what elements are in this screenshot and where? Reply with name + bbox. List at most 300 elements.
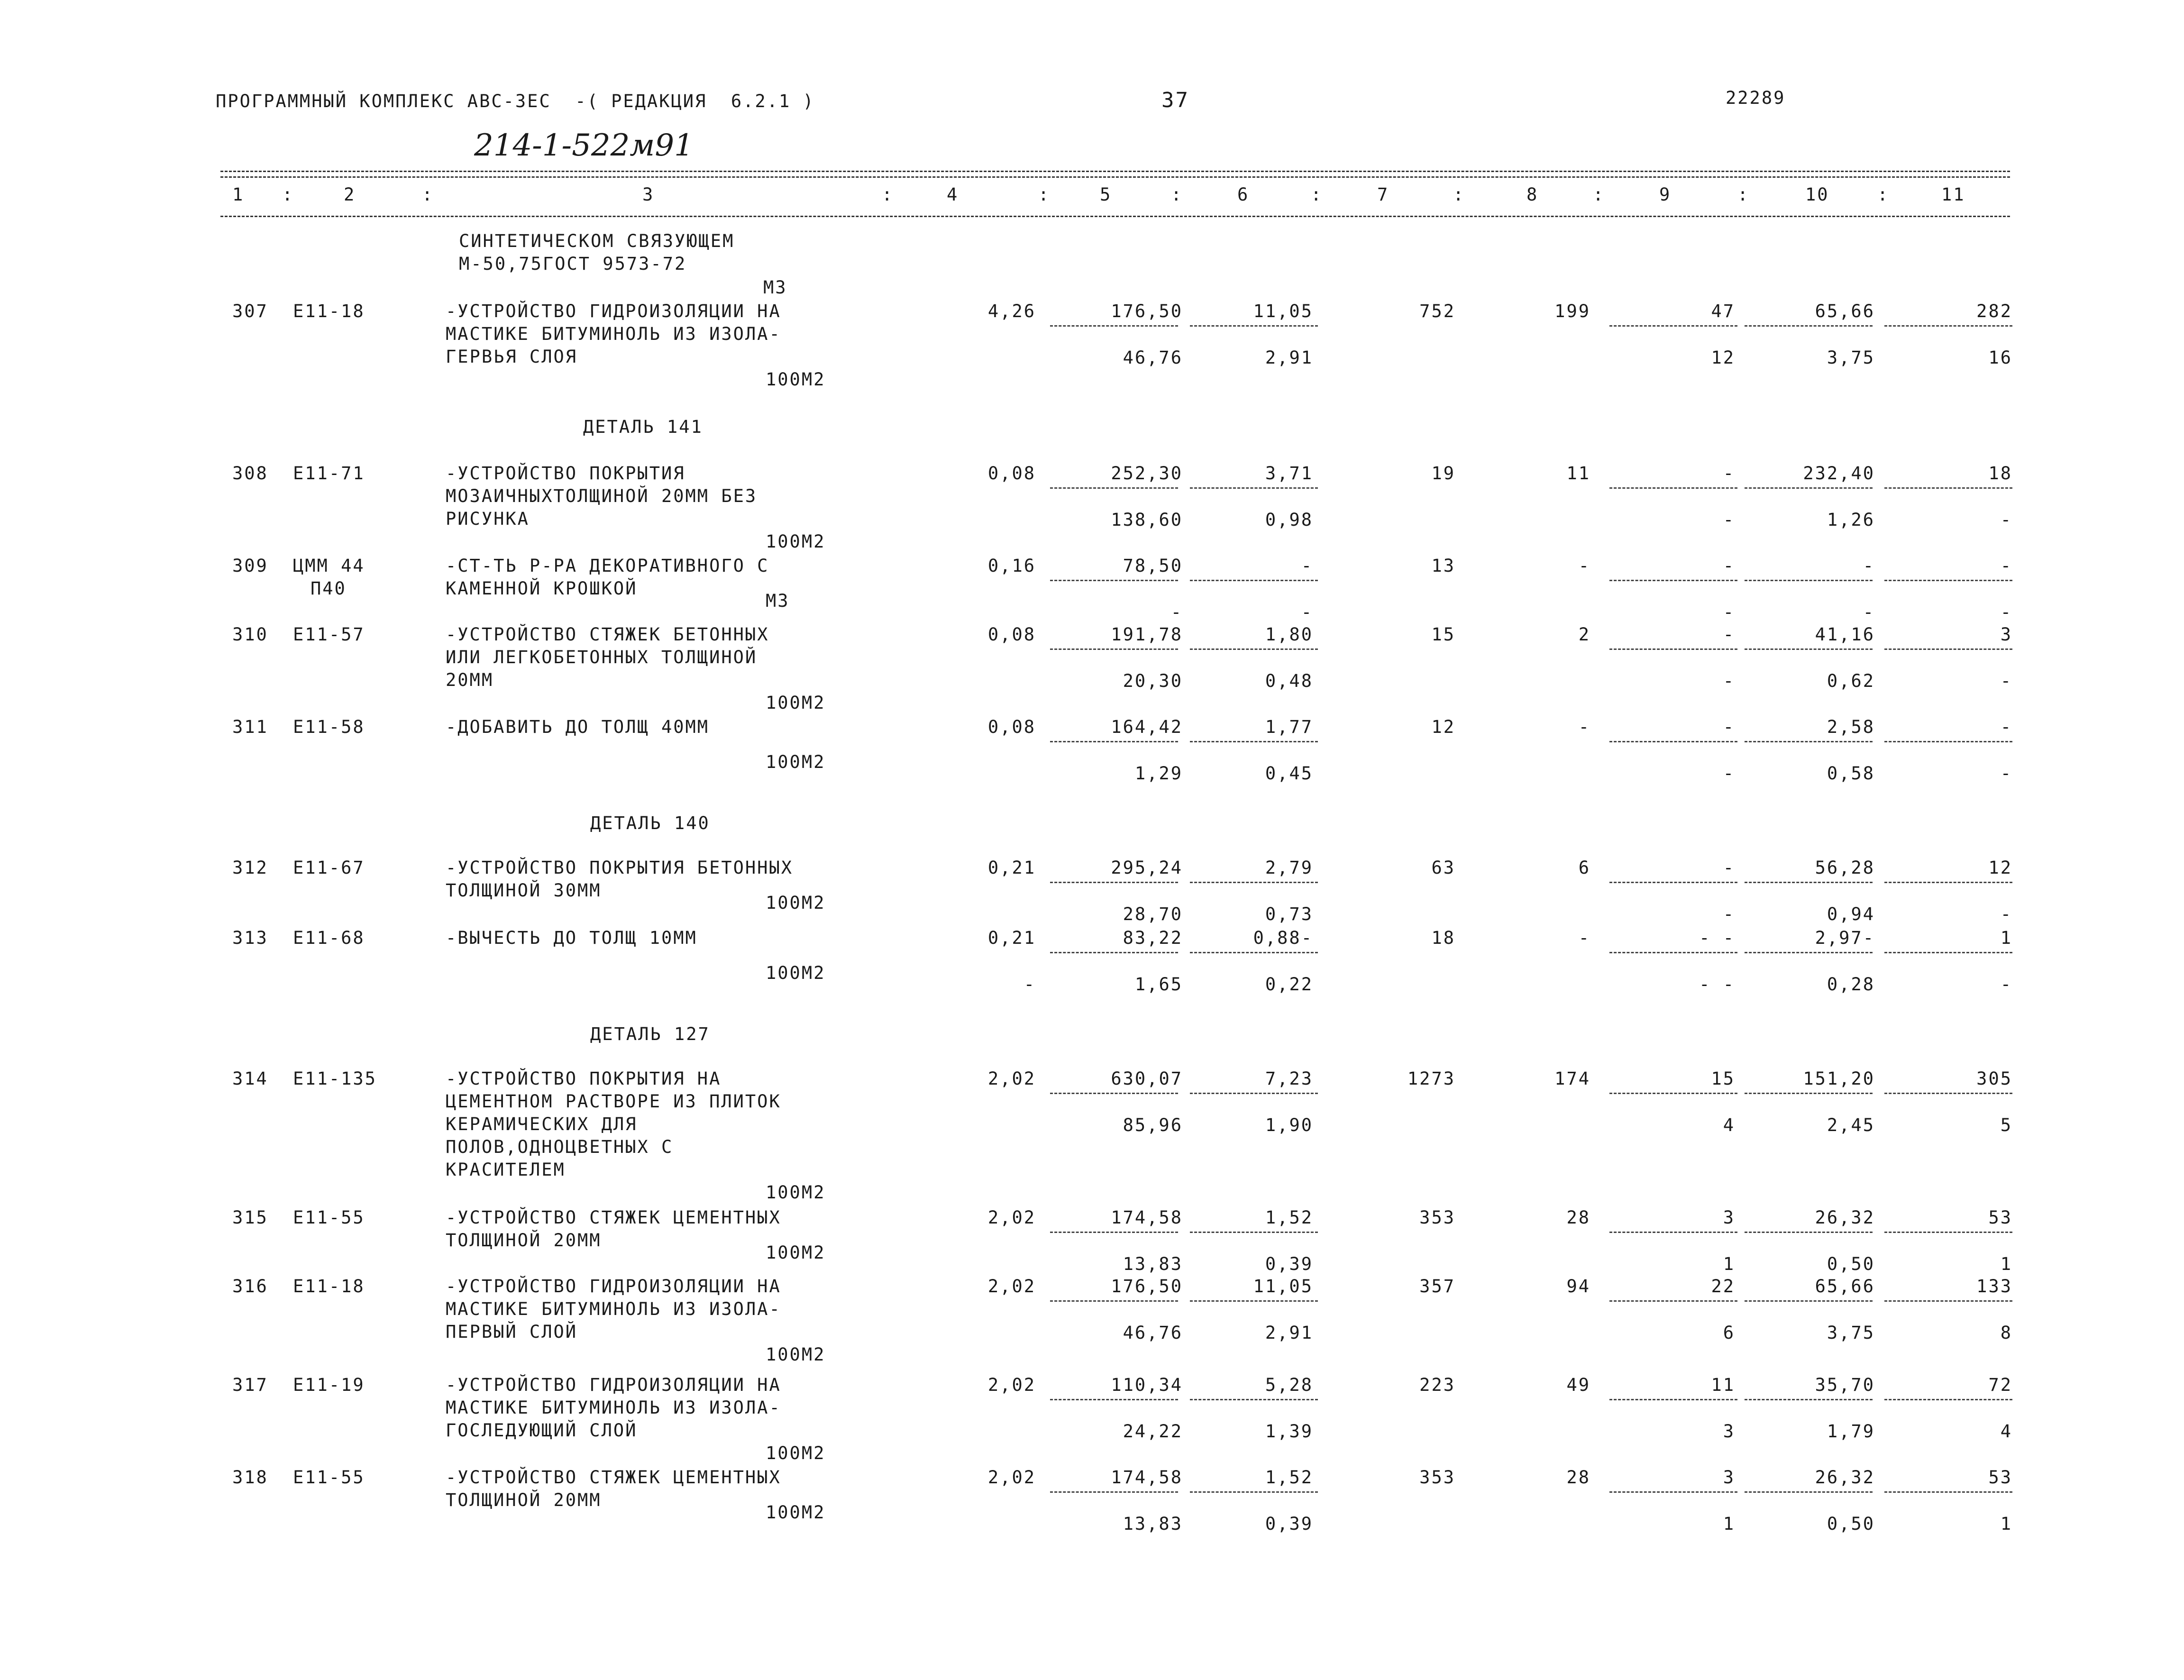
row-unit: 100М2 bbox=[766, 1344, 826, 1365]
row-col-8: 94 bbox=[1566, 1276, 1590, 1297]
row-col-6: 1,52 bbox=[1265, 1467, 1313, 1488]
row-col-11-secondary: - bbox=[2000, 602, 2012, 622]
row-col-11-secondary: 1 bbox=[2000, 1254, 2012, 1274]
row-col-10: 65,66 bbox=[1815, 1276, 1875, 1297]
column-header-1: 1 bbox=[232, 184, 245, 205]
column-header-11: 11 bbox=[1941, 184, 1965, 205]
row-col-7: 63 bbox=[1431, 858, 1455, 878]
row-description-line: -УСТРОЙСТВО СТЯЖЕК ЦЕМЕНТНЫХ bbox=[446, 1467, 781, 1488]
column-separator: : bbox=[282, 184, 294, 205]
subtotal-rule bbox=[1745, 1399, 1873, 1400]
subtotal-rule bbox=[1884, 1093, 2012, 1094]
subtotal-rule bbox=[1050, 487, 1178, 489]
row-col-10: 2,97- bbox=[1815, 928, 1875, 948]
row-col-10-secondary: 0,62 bbox=[1827, 671, 1875, 691]
row-col-6-secondary: 0,39 bbox=[1265, 1514, 1313, 1534]
row-col-8: 28 bbox=[1566, 1207, 1590, 1228]
row-code: Е11-68 bbox=[293, 928, 365, 948]
row-description-line: ТОЛЩИНОЙ 30ММ bbox=[446, 880, 602, 901]
row-col-4: 0,08 bbox=[987, 463, 1036, 484]
row-unit: 100М2 bbox=[766, 1242, 826, 1263]
subtotal-rule bbox=[1050, 952, 1178, 953]
row-col-7: 1273 bbox=[1407, 1068, 1455, 1089]
row-number: 317 bbox=[232, 1375, 268, 1395]
subtotal-rule bbox=[1884, 487, 2012, 489]
subtotal-rule bbox=[1609, 325, 1737, 327]
subtotal-rule bbox=[1745, 487, 1873, 489]
subtotal-rule bbox=[1745, 580, 1873, 581]
row-number: 307 bbox=[232, 301, 268, 321]
row-col-4: 2,02 bbox=[987, 1068, 1036, 1089]
row-col-8: 174 bbox=[1554, 1068, 1590, 1089]
row-col-10-secondary: 3,75 bbox=[1827, 347, 1875, 368]
subtotal-rule bbox=[1745, 1300, 1873, 1302]
subtotal-rule bbox=[1609, 580, 1737, 581]
row-col-10: 56,28 bbox=[1815, 858, 1875, 878]
subtotal-rule bbox=[1609, 1300, 1737, 1302]
subtotal-rule bbox=[1050, 882, 1178, 883]
row-description-line: МАСТИКЕ БИТУМИНОЛЬ ИЗ ИЗОЛА- bbox=[446, 324, 781, 344]
subtotal-rule bbox=[1050, 1093, 1178, 1094]
column-separator: : bbox=[1038, 184, 1051, 205]
row-description-line: -ДОБАВИТЬ ДО ТОЛЩ 40ММ bbox=[446, 717, 710, 737]
row-code-suffix: П40 bbox=[311, 578, 347, 599]
subtotal-rule bbox=[1745, 741, 1873, 742]
row-col-4: 0,16 bbox=[987, 556, 1036, 576]
intro-line-2: М-50,75ГОСТ 9573-72 bbox=[459, 254, 687, 274]
column-separator: : bbox=[1171, 184, 1183, 205]
intro-line-1: СИНТЕТИЧЕСКОМ СВЯЗУЮЩЕМ bbox=[459, 231, 735, 251]
row-col-9-secondary: 1 bbox=[1723, 1514, 1735, 1534]
row-code: Е11-71 bbox=[293, 463, 365, 484]
row-col-5: 252,30 bbox=[1111, 463, 1183, 484]
row-col-6-secondary: 1,39 bbox=[1265, 1421, 1313, 1442]
row-col-5-secondary: 24,22 bbox=[1123, 1421, 1183, 1442]
subtotal-rule bbox=[1609, 1093, 1737, 1094]
column-separator: : bbox=[882, 184, 894, 205]
row-col-5-secondary: 85,96 bbox=[1123, 1115, 1183, 1135]
handwritten-code: 214-1-522м91 bbox=[474, 128, 694, 163]
row-col-6-secondary: 2,91 bbox=[1265, 1323, 1313, 1343]
row-description-line: -СТ-ТЬ Р-РА ДЕКОРАТИВНОГО С bbox=[446, 556, 769, 576]
page-number: 37 bbox=[1161, 88, 1189, 112]
row-col-7: 223 bbox=[1419, 1375, 1455, 1395]
row-number: 314 bbox=[232, 1068, 268, 1089]
row-col-6: 7,23 bbox=[1265, 1068, 1313, 1089]
subtotal-rule bbox=[1884, 1300, 2012, 1302]
row-description-line: -УСТРОЙСТВО ПОКРЫТИЯ bbox=[446, 463, 685, 484]
row-description-line: МАСТИКЕ БИТУМИНОЛЬ ИЗ ИЗОЛА- bbox=[446, 1299, 781, 1319]
row-col-8: - bbox=[1578, 556, 1590, 576]
row-col-11: 305 bbox=[1976, 1068, 2012, 1089]
row-col-5: 83,22 bbox=[1123, 928, 1183, 948]
row-code: Е11-57 bbox=[293, 624, 365, 645]
row-col-4: 0,21 bbox=[987, 858, 1036, 878]
row-col-8: - bbox=[1578, 717, 1590, 737]
column-header-3: 3 bbox=[642, 184, 655, 205]
row-col-5-secondary: 1,65 bbox=[1134, 974, 1183, 995]
row-description-line: ИЛИ ЛЕГКОБЕТОННЫХ ТОЛЩИНОЙ bbox=[446, 647, 758, 667]
row-col-6-secondary: 0,39 bbox=[1265, 1254, 1313, 1274]
subtotal-rule bbox=[1609, 1232, 1737, 1233]
row-col-6: 3,71 bbox=[1265, 463, 1313, 484]
row-col-4-secondary: - bbox=[1023, 974, 1036, 995]
row-col-4: 2,02 bbox=[987, 1467, 1036, 1488]
row-col-8: 6 bbox=[1578, 858, 1590, 878]
row-col-5: 174,58 bbox=[1111, 1207, 1183, 1228]
row-unit: М3 bbox=[766, 591, 790, 611]
subtotal-rule bbox=[1190, 648, 1318, 650]
subtotal-rule bbox=[1884, 1491, 2012, 1493]
row-col-6: 1,80 bbox=[1265, 624, 1313, 645]
row-col-5-secondary: 13,83 bbox=[1123, 1514, 1183, 1534]
row-description-line: ГЕРВЬЯ СЛОЯ bbox=[446, 347, 578, 367]
row-description-line: ТОЛЩИНОЙ 20ММ bbox=[446, 1230, 602, 1251]
row-col-9: - bbox=[1723, 717, 1735, 737]
subtotal-rule bbox=[1190, 1093, 1318, 1094]
column-separator: : bbox=[1877, 184, 1890, 205]
subtotal-rule bbox=[1050, 1232, 1178, 1233]
row-col-7: 13 bbox=[1431, 556, 1455, 576]
row-unit: 100М2 bbox=[766, 1502, 826, 1523]
subtotal-rule bbox=[1884, 741, 2012, 742]
row-col-5: 176,50 bbox=[1111, 1276, 1183, 1297]
row-col-5-secondary: 46,76 bbox=[1123, 1323, 1183, 1343]
row-col-4: 0,08 bbox=[987, 624, 1036, 645]
subtotal-rule bbox=[1050, 741, 1178, 742]
subtotal-rule bbox=[1609, 1399, 1737, 1400]
row-col-10-secondary: 0,50 bbox=[1827, 1254, 1875, 1274]
row-col-6: - bbox=[1301, 556, 1313, 576]
row-col-11-secondary: - bbox=[2000, 974, 2012, 995]
subtotal-rule bbox=[1050, 1300, 1178, 1302]
row-col-6-secondary: 0,45 bbox=[1265, 763, 1313, 784]
row-unit: 100М2 bbox=[766, 693, 826, 713]
subtotal-rule bbox=[1609, 648, 1737, 650]
row-col-9: 47 bbox=[1711, 301, 1735, 321]
row-description-line: -УСТРОЙСТВО СТЯЖЕК ЦЕМЕНТНЫХ bbox=[446, 1207, 781, 1228]
subtotal-rule bbox=[1190, 325, 1318, 327]
subtotal-rule bbox=[1190, 1232, 1318, 1233]
subtotal-rule bbox=[1745, 1093, 1873, 1094]
row-description-line: ГОСЛЕДУЮЩИЙ СЛОЙ bbox=[446, 1420, 638, 1441]
row-number: 311 bbox=[232, 717, 268, 737]
subtotal-rule bbox=[1190, 1491, 1318, 1493]
row-description-line: -УСТРОЙСТВО ГИДРОИЗОЛЯЦИИ НА bbox=[446, 1276, 781, 1297]
row-code: Е11-135 bbox=[293, 1068, 377, 1089]
row-col-11-secondary: 5 bbox=[2000, 1115, 2012, 1135]
row-col-6: 11,05 bbox=[1253, 1276, 1313, 1297]
row-col-8: - bbox=[1578, 928, 1590, 948]
row-col-5: 110,34 bbox=[1111, 1375, 1183, 1395]
row-col-5-secondary: 13,83 bbox=[1123, 1254, 1183, 1274]
row-col-9-secondary: 3 bbox=[1723, 1421, 1735, 1442]
subtotal-rule bbox=[1745, 325, 1873, 327]
row-code: Е11-55 bbox=[293, 1467, 365, 1488]
row-col-6: 1,52 bbox=[1265, 1207, 1313, 1228]
subtotal-rule bbox=[1609, 487, 1737, 489]
row-col-9-secondary: 4 bbox=[1723, 1115, 1735, 1135]
row-col-6-secondary: 0,73 bbox=[1265, 904, 1313, 924]
row-col-11-secondary: 1 bbox=[2000, 1514, 2012, 1534]
row-number: 315 bbox=[232, 1207, 268, 1228]
row-unit: 100М2 bbox=[766, 369, 826, 390]
document-number: 22289 bbox=[1726, 88, 1786, 108]
row-col-7: 353 bbox=[1419, 1207, 1455, 1228]
column-separator: : bbox=[422, 184, 434, 205]
row-col-9: - bbox=[1723, 858, 1735, 878]
row-code: Е11-18 bbox=[293, 301, 365, 321]
row-col-11: - bbox=[2000, 717, 2012, 737]
column-header-10: 10 bbox=[1805, 184, 1829, 205]
row-unit: 100М2 bbox=[766, 1443, 826, 1463]
subtotal-rule bbox=[1745, 1232, 1873, 1233]
row-col-4: 0,21 bbox=[987, 928, 1036, 948]
subtotal-rule bbox=[1609, 882, 1737, 883]
row-col-5: 174,58 bbox=[1111, 1467, 1183, 1488]
row-col-10-secondary: 3,75 bbox=[1827, 1323, 1875, 1343]
row-col-10: 35,70 bbox=[1815, 1375, 1875, 1395]
row-col-9-secondary: - bbox=[1723, 510, 1735, 530]
subtotal-rule bbox=[1884, 1399, 2012, 1400]
row-col-9: 3 bbox=[1723, 1207, 1735, 1228]
row-unit: 100М2 bbox=[766, 893, 826, 913]
row-col-4: 2,02 bbox=[987, 1375, 1036, 1395]
row-col-10-secondary: 0,94 bbox=[1827, 904, 1875, 924]
row-col-6: 1,77 bbox=[1265, 717, 1313, 737]
row-col-11-secondary: - bbox=[2000, 904, 2012, 924]
row-col-10-secondary: 1,26 bbox=[1827, 510, 1875, 530]
row-col-9-secondary: 12 bbox=[1711, 347, 1735, 368]
row-col-7: 357 bbox=[1419, 1276, 1455, 1297]
subtotal-rule bbox=[1609, 952, 1737, 953]
row-col-10: 65,66 bbox=[1815, 301, 1875, 321]
row-col-6: 5,28 bbox=[1265, 1375, 1313, 1395]
row-code: Е11-19 bbox=[293, 1375, 365, 1395]
subtotal-rule bbox=[1050, 1491, 1178, 1493]
row-description-line: ПОЛОВ,ОДНОЦВЕТНЫХ С bbox=[446, 1137, 674, 1157]
row-col-9-secondary: - bbox=[1723, 671, 1735, 691]
subtotal-rule bbox=[1050, 580, 1178, 581]
subtotal-rule bbox=[1190, 1399, 1318, 1400]
subtotal-rule bbox=[1884, 580, 2012, 581]
row-col-10: 2,58 bbox=[1827, 717, 1875, 737]
row-description-line: МОЗАИЧНЫХТОЛЩИНОЙ 20ММ БЕЗ bbox=[446, 486, 758, 506]
row-col-6-secondary: 1,90 bbox=[1265, 1115, 1313, 1135]
subtotal-rule bbox=[1745, 1491, 1873, 1493]
row-col-11-secondary: - bbox=[2000, 671, 2012, 691]
row-col-9: 11 bbox=[1711, 1375, 1735, 1395]
row-col-4: 2,02 bbox=[987, 1207, 1036, 1228]
row-col-10-secondary: - bbox=[1863, 602, 1875, 622]
subtotal-rule bbox=[1190, 580, 1318, 581]
row-description-line: ТОЛЩИНОЙ 20ММ bbox=[446, 1490, 602, 1510]
row-col-11-secondary: 4 bbox=[2000, 1421, 2012, 1442]
column-header-5: 5 bbox=[1100, 184, 1112, 205]
row-col-11: 1 bbox=[2000, 928, 2012, 948]
row-col-9-secondary: 6 bbox=[1723, 1323, 1735, 1343]
column-header-2: 2 bbox=[344, 184, 356, 205]
row-col-10: 41,16 bbox=[1815, 624, 1875, 645]
row-unit: 100М2 bbox=[766, 752, 826, 772]
row-description-line: -УСТРОЙСТВО ПОКРЫТИЯ НА bbox=[446, 1068, 722, 1089]
column-separator: : bbox=[1311, 184, 1323, 205]
row-col-5-secondary: 138,60 bbox=[1111, 510, 1183, 530]
row-code: Е11-67 bbox=[293, 858, 365, 878]
row-col-10-secondary: 2,45 bbox=[1827, 1115, 1875, 1135]
column-header-8: 8 bbox=[1526, 184, 1539, 205]
row-col-11-secondary: - bbox=[2000, 510, 2012, 530]
row-description-line: -УСТРОЙСТВО ПОКРЫТИЯ БЕТОННЫХ bbox=[446, 858, 794, 878]
row-col-6: 2,79 bbox=[1265, 858, 1313, 878]
row-description-line: ПЕРВЫЙ СЛОЙ bbox=[446, 1322, 578, 1342]
row-col-11: 72 bbox=[1988, 1375, 2012, 1395]
row-col-9: 22 bbox=[1711, 1276, 1735, 1297]
row-col-10-secondary: 0,50 bbox=[1827, 1514, 1875, 1534]
row-col-9: - bbox=[1723, 463, 1735, 484]
row-description-line: КАМЕННОЙ КРОШКОЙ bbox=[446, 578, 638, 599]
row-col-11-secondary: - bbox=[2000, 763, 2012, 784]
row-col-8: 199 bbox=[1554, 301, 1590, 321]
row-code: Е11-58 bbox=[293, 717, 365, 737]
subtotal-rule bbox=[1190, 741, 1318, 742]
column-separator: : bbox=[1593, 184, 1605, 205]
row-col-11-secondary: 16 bbox=[1988, 347, 2012, 368]
subtotal-rule bbox=[1609, 741, 1737, 742]
row-description-line: МАСТИКЕ БИТУМИНОЛЬ ИЗ ИЗОЛА- bbox=[446, 1397, 781, 1418]
row-description-line: КЕРАМИЧЕСКИХ ДЛЯ bbox=[446, 1114, 638, 1134]
row-col-10-secondary: 1,79 bbox=[1827, 1421, 1875, 1442]
row-col-5-secondary: 1,29 bbox=[1134, 763, 1183, 784]
row-col-11: 282 bbox=[1976, 301, 2012, 321]
row-col-9-secondary: - bbox=[1723, 904, 1735, 924]
subtotal-rule bbox=[1609, 1491, 1737, 1493]
row-col-4: 4,26 bbox=[987, 301, 1036, 321]
row-col-10: - bbox=[1863, 556, 1875, 576]
row-col-11: - bbox=[2000, 556, 2012, 576]
row-col-10-secondary: 0,28 bbox=[1827, 974, 1875, 995]
section-title-127: ДЕТАЛЬ 127 bbox=[590, 1024, 710, 1044]
row-col-7: 18 bbox=[1431, 928, 1455, 948]
row-number: 308 bbox=[232, 463, 268, 484]
row-description-line: РИСУНКА bbox=[446, 509, 530, 529]
table-top-rule bbox=[220, 171, 2010, 172]
row-number: 316 bbox=[232, 1276, 268, 1297]
row-col-9-secondary: - bbox=[1723, 602, 1735, 622]
row-col-6-secondary: - bbox=[1301, 602, 1313, 622]
row-col-5: 164,42 bbox=[1111, 717, 1183, 737]
subtotal-rule bbox=[1050, 648, 1178, 650]
row-col-10: 151,20 bbox=[1803, 1068, 1875, 1089]
column-header-4: 4 bbox=[947, 184, 959, 205]
row-col-5: 295,24 bbox=[1111, 858, 1183, 878]
subtotal-rule bbox=[1884, 882, 2012, 883]
row-col-11: 18 bbox=[1988, 463, 2012, 484]
row-col-7: 752 bbox=[1419, 301, 1455, 321]
row-description-line: -ВЫЧЕСТЬ ДО ТОЛЩ 10ММ bbox=[446, 928, 697, 948]
row-code: Е11-18 bbox=[293, 1276, 365, 1297]
row-col-9-secondary: 1 bbox=[1723, 1254, 1735, 1274]
row-col-10: 26,32 bbox=[1815, 1207, 1875, 1228]
column-header-6: 6 bbox=[1237, 184, 1250, 205]
subtotal-rule bbox=[1884, 952, 2012, 953]
row-col-10-secondary: 0,58 bbox=[1827, 763, 1875, 784]
row-col-7: 15 bbox=[1431, 624, 1455, 645]
table-head-rule bbox=[220, 216, 2010, 217]
table-top-rule-2 bbox=[220, 176, 2010, 178]
subtotal-rule bbox=[1745, 952, 1873, 953]
row-col-5-secondary: 46,76 bbox=[1123, 347, 1183, 368]
subtotal-rule bbox=[1190, 952, 1318, 953]
row-col-4: 2,02 bbox=[987, 1276, 1036, 1297]
row-unit: 100М2 bbox=[766, 531, 826, 552]
row-col-5: 78,50 bbox=[1123, 556, 1183, 576]
program-title: ПРОГРАММНЫЙ КОМПЛЕКС АВС-3ЕС -( РЕДАКЦИЯ 6.2.1 ) bbox=[216, 91, 815, 111]
column-separator: : bbox=[1737, 184, 1750, 205]
row-col-10: 26,32 bbox=[1815, 1467, 1875, 1488]
subtotal-rule bbox=[1745, 882, 1873, 883]
subtotal-rule bbox=[1050, 325, 1178, 327]
row-col-5: 176,50 bbox=[1111, 301, 1183, 321]
row-col-9: - - bbox=[1699, 928, 1735, 948]
row-description-line: -УСТРОЙСТВО ГИДРОИЗОЛЯЦИИ НА bbox=[446, 301, 781, 321]
row-col-11-secondary: 8 bbox=[2000, 1323, 2012, 1343]
row-col-7: 353 bbox=[1419, 1467, 1455, 1488]
row-col-9-secondary: - - bbox=[1699, 974, 1735, 995]
row-col-11: 133 bbox=[1976, 1276, 2012, 1297]
subtotal-rule bbox=[1884, 1232, 2012, 1233]
subtotal-rule bbox=[1190, 882, 1318, 883]
row-col-8: 2 bbox=[1578, 624, 1590, 645]
row-col-6-secondary: 0,22 bbox=[1265, 974, 1313, 995]
row-col-11: 3 bbox=[2000, 624, 2012, 645]
row-col-11: 12 bbox=[1988, 858, 2012, 878]
column-header-9: 9 bbox=[1659, 184, 1672, 205]
row-unit: 100М2 bbox=[766, 1182, 826, 1203]
row-description-line: 20ММ bbox=[446, 670, 494, 690]
row-unit: 100М2 bbox=[766, 963, 826, 983]
row-col-9: - bbox=[1723, 624, 1735, 645]
row-description-line: -УСТРОЙСТВО ГИДРОИЗОЛЯЦИИ НА bbox=[446, 1375, 781, 1395]
section-title-140: ДЕТАЛЬ 140 bbox=[590, 813, 710, 833]
row-number: 312 bbox=[232, 858, 268, 878]
column-separator: : bbox=[1453, 184, 1465, 205]
row-col-6-secondary: 0,98 bbox=[1265, 510, 1313, 530]
row-col-9: 3 bbox=[1723, 1467, 1735, 1488]
row-number: 309 bbox=[232, 556, 268, 576]
row-col-6: 0,88- bbox=[1253, 928, 1313, 948]
row-col-6-secondary: 2,91 bbox=[1265, 347, 1313, 368]
subtotal-rule bbox=[1190, 487, 1318, 489]
row-col-4: 0,08 bbox=[987, 717, 1036, 737]
section-title-141: ДЕТАЛЬ 141 bbox=[583, 417, 703, 437]
row-description-line: -УСТРОЙСТВО СТЯЖЕК БЕТОННЫХ bbox=[446, 624, 769, 645]
row-number: 310 bbox=[232, 624, 268, 645]
row-description-line: ЦЕМЕНТНОМ РАСТВОРЕ ИЗ ПЛИТОК bbox=[446, 1091, 781, 1112]
row-col-5-secondary: - bbox=[1170, 602, 1183, 622]
row-col-7: 19 bbox=[1431, 463, 1455, 484]
row-description-line: КРАСИТЕЛЕМ bbox=[446, 1160, 566, 1180]
row-col-8: 49 bbox=[1566, 1375, 1590, 1395]
row-number: 313 bbox=[232, 928, 268, 948]
row-col-7: 12 bbox=[1431, 717, 1455, 737]
row-col-5-secondary: 28,70 bbox=[1123, 904, 1183, 924]
row-col-9-secondary: - bbox=[1723, 763, 1735, 784]
subtotal-rule bbox=[1190, 1300, 1318, 1302]
row-col-5: 191,78 bbox=[1111, 624, 1183, 645]
intro-unit: М3 bbox=[763, 277, 787, 298]
row-col-8: 11 bbox=[1566, 463, 1590, 484]
